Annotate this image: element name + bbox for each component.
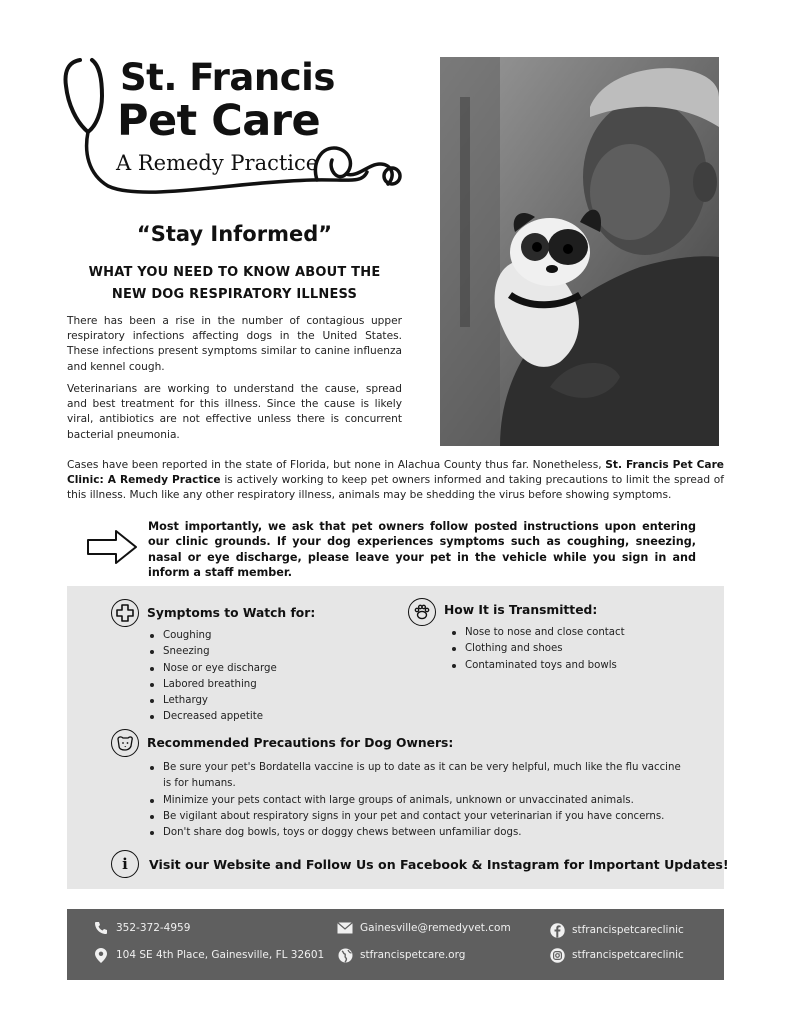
address-text: 104 SE 4th Place, Gainesville, FL 32601	[116, 949, 325, 961]
subtitle-line2: NEW DOG RESPIRATORY ILLNESS	[111, 287, 358, 302]
subtitle-line1: WHAT YOU NEED TO KNOW ABOUT THE	[88, 265, 381, 280]
list-item: Labored breathing	[148, 677, 378, 693]
page-title: “Stay Informed”	[136, 222, 333, 246]
intro-paragraph-2: Veterinarians are working to understand the cause, spread and best treatment for this illness. Since the cause is likely viral, antibiotics are not effective unless there is concurrent bacterial pneumonia.	[67, 383, 402, 441]
symptoms-list	[148, 628, 378, 726]
list-item: Nose or eye discharge	[148, 661, 378, 677]
info-panel	[67, 586, 724, 889]
map-pin-icon	[93, 947, 109, 963]
list-item: Clothing and shoes	[450, 641, 710, 657]
precautions-title: Recommended Precautions for Dog Owners:	[147, 736, 454, 750]
man-holding-dog-photo	[440, 57, 719, 446]
email-address: Gainesville@remedyvet.com	[360, 922, 511, 934]
phone-contact[interactable]	[93, 920, 190, 936]
dog-face-icon	[111, 729, 139, 757]
logo-title-line2: Pet Care	[117, 96, 321, 146]
list-item: Don't share dog bowls, toys or doggy chews between unfamiliar dogs.	[148, 825, 686, 841]
instagram-link[interactable]	[549, 947, 684, 963]
symptoms-title: Symptoms to Watch for:	[147, 606, 316, 620]
precautions-list	[148, 760, 686, 841]
list-item: Contaminated toys and bowls	[450, 658, 710, 674]
list-item: Sneezing	[148, 644, 378, 660]
address-contact[interactable]	[93, 947, 324, 963]
p3-text-start: Cases have been reported in the state of Florida, but none in Alachua County thus far. Nonetheless,	[67, 459, 606, 471]
list-item: Decreased appetite	[148, 709, 378, 725]
list-item: Minimize your pets contact with large groups of animals, unknown or unvaccinated animals.	[148, 793, 686, 809]
website-link[interactable]	[337, 947, 465, 963]
intro-paragraph-1: There has been a rise in the number of contagious upper respiratory infections affecting dogs in the United States. These infections present symptoms similar to canine influenza and kennel cough.	[67, 315, 402, 373]
intro-paragraph-3	[67, 458, 724, 504]
website-url: stfrancispetcare.org	[360, 949, 466, 961]
paw-print-icon	[408, 598, 436, 626]
globe-icon	[337, 947, 353, 963]
envelope-icon	[337, 920, 353, 936]
list-item: Coughing	[148, 628, 378, 644]
facebook-link[interactable]	[549, 922, 684, 938]
phone-number: 352-372-4959	[116, 922, 191, 934]
page-subtitle	[62, 262, 407, 306]
facebook-icon	[549, 922, 565, 938]
transmitted-title: How It is Transmitted:	[444, 603, 598, 617]
email-contact[interactable]	[337, 920, 511, 936]
transmitted-list	[450, 625, 710, 674]
p3-text-end: is actively working to keep pet owners informed and taking precautions to limit the spread of this illness. Much like any other respiratory illness, animals may be shedding the virus before showing symptoms.	[67, 474, 725, 502]
logo-tagline: A Remedy Practice	[116, 151, 319, 175]
list-item: Lethargy	[148, 693, 378, 709]
medical-cross-icon	[111, 599, 139, 627]
list-item: Be vigilant about respiratory signs in your pet and contact your veterinarian if you have concerns.	[148, 809, 686, 825]
contact-footer	[67, 909, 724, 980]
info-icon: i	[111, 850, 139, 878]
clinic-name: St. Francis Pet Care Clinic: A Remedy Practice	[67, 459, 724, 487]
list-item: Nose to nose and close contact	[450, 625, 710, 641]
logo-title-line1: St. Francis	[120, 56, 335, 99]
phone-icon	[93, 920, 109, 936]
instagram-handle: stfrancispetcareclinic	[572, 949, 684, 961]
instagram-icon	[549, 947, 565, 963]
list-item: Be sure your pet's Bordatella vaccine is up to date as it can be very helpful, much like the flu vaccine is for humans.	[148, 760, 686, 793]
important-notice: Most importantly, we ask that pet owners follow posted instructions upon entering our clinic grounds. If your dog experiences symptoms such as coughing, sneezing, nasal or eye discharge, please leave your pet in the vehicle while you sign in and inform a staff member.	[148, 520, 696, 580]
facebook-handle: stfrancispetcareclinic	[572, 924, 684, 936]
clinic-logo	[62, 52, 407, 202]
follow-us-callout: Visit our Website and Follow Us on Facebook & Instagram for Important Updates!	[149, 857, 729, 872]
arrow-right-icon	[86, 529, 138, 565]
